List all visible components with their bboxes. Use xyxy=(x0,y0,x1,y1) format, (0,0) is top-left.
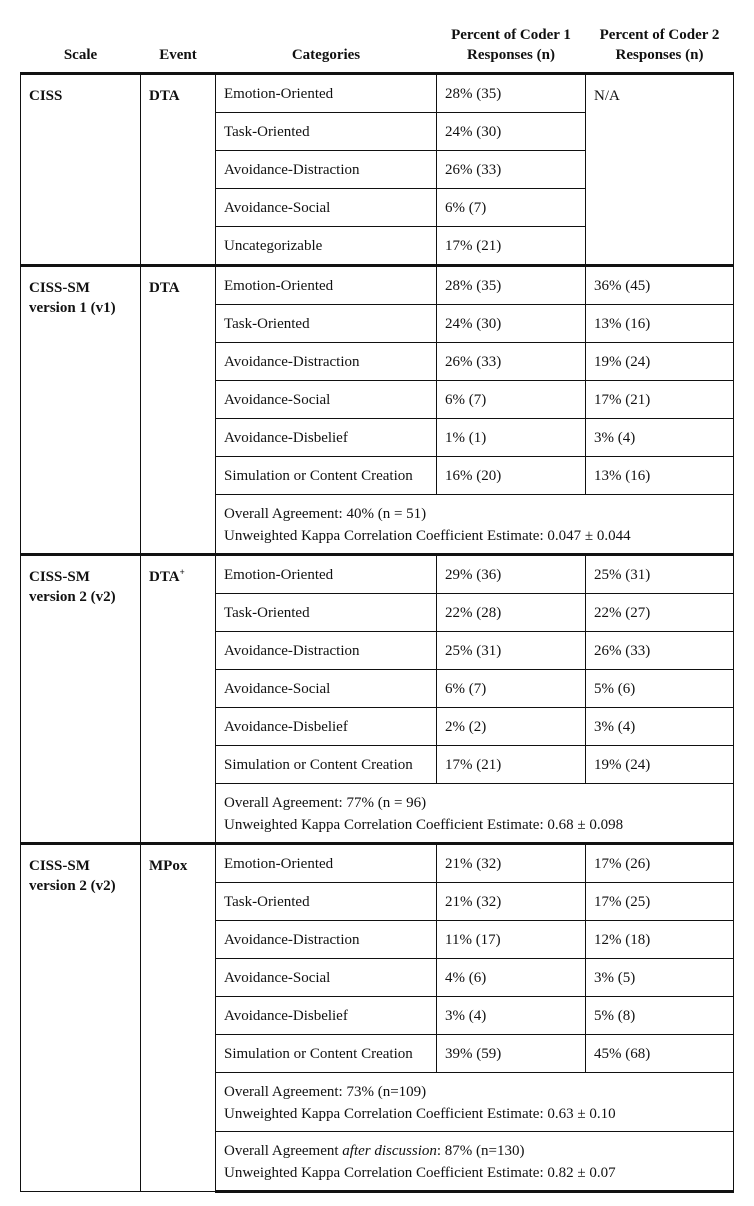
category-cell: Avoidance-Disbelief xyxy=(216,708,437,746)
event-cell: DTA xyxy=(141,74,216,266)
category-cell: Avoidance-Disbelief xyxy=(216,997,437,1035)
coder2-cell: 3% (4) xyxy=(586,708,734,746)
coder2-cell: 5% (6) xyxy=(586,670,734,708)
agreement-cell xyxy=(216,784,734,844)
category-cell: Simulation or Content Creation xyxy=(216,1035,437,1073)
kappa-estimate-after-discussion: Unweighted Kappa Correlation Coefficient Estimate: 0.82 ± 0.07 xyxy=(224,1165,616,1181)
header-coder1: Percent of Coder 1 Responses (n) xyxy=(437,20,586,74)
category-cell: Emotion-Oriented xyxy=(216,555,437,594)
category-cell: Avoidance-Distraction xyxy=(216,921,437,959)
category-cell: Task-Oriented xyxy=(216,594,437,632)
coder1-cell: 24% (30) xyxy=(437,305,586,343)
category-cell: Avoidance-Distraction xyxy=(216,632,437,670)
overall-agreement-after-discussion: Overall Agreement after discussion: 87% (n=130) xyxy=(224,1143,525,1159)
agreement-cell xyxy=(216,1073,734,1132)
coding-agreement-table xyxy=(20,20,734,1193)
coder1-cell: 26% (33) xyxy=(437,343,586,381)
category-cell: Avoidance-Social xyxy=(216,381,437,419)
coder1-cell: 22% (28) xyxy=(437,594,586,632)
event-cell: DTA xyxy=(141,266,216,555)
header-scale: Scale xyxy=(21,20,141,74)
coder2-cell: 22% (27) xyxy=(586,594,734,632)
coder2-cell: 3% (4) xyxy=(586,419,734,457)
coder2-cell: 13% (16) xyxy=(586,457,734,495)
kappa-estimate: Unweighted Kappa Correlation Coefficient Estimate: 0.63 ± 0.10 xyxy=(224,1106,616,1122)
category-cell: Emotion-Oriented xyxy=(216,74,437,113)
coder2-cell: 12% (18) xyxy=(586,921,734,959)
coder2-cell: 26% (33) xyxy=(586,632,734,670)
coder1-cell: 6% (7) xyxy=(437,670,586,708)
kappa-estimate: Unweighted Kappa Correlation Coefficient Estimate: 0.68 ± 0.098 xyxy=(224,817,624,833)
overall-agreement: Overall Agreement: 77% (n = 96) xyxy=(224,795,427,811)
header-categories: Categories xyxy=(216,20,437,74)
category-cell: Simulation or Content Creation xyxy=(216,746,437,784)
category-cell: Task-Oriented xyxy=(216,883,437,921)
header-row xyxy=(21,20,734,74)
agreement-cell xyxy=(216,495,734,555)
coder2-cell: 17% (25) xyxy=(586,883,734,921)
header-coder2: Percent of Coder 2 Responses (n) xyxy=(586,20,734,74)
category-cell: Avoidance-Social xyxy=(216,189,437,227)
table-row xyxy=(21,74,734,113)
category-cell: Avoidance-Disbelief xyxy=(216,419,437,457)
coder2-cell: 19% (24) xyxy=(586,746,734,784)
category-cell: Avoidance-Distraction xyxy=(216,151,437,189)
category-cell: Emotion-Oriented xyxy=(216,844,437,883)
agreement-after-discussion-cell xyxy=(216,1132,734,1192)
coder2-cell: N/A xyxy=(586,74,734,266)
coder2-cell: 17% (26) xyxy=(586,844,734,883)
kappa-estimate: Unweighted Kappa Correlation Coefficient Estimate: 0.047 ± 0.044 xyxy=(224,528,631,544)
coder1-cell: 17% (21) xyxy=(437,746,586,784)
coder1-cell: 16% (20) xyxy=(437,457,586,495)
event-cell: DTA+ xyxy=(141,555,216,844)
superscript-plus: + xyxy=(179,567,185,577)
category-cell: Emotion-Oriented xyxy=(216,266,437,305)
header-event: Event xyxy=(141,20,216,74)
coder2-cell: 45% (68) xyxy=(586,1035,734,1073)
coder1-cell: 21% (32) xyxy=(437,883,586,921)
coder1-cell: 3% (4) xyxy=(437,997,586,1035)
event-cell: MPox xyxy=(141,844,216,1192)
category-cell: Uncategorizable xyxy=(216,227,437,266)
coder1-cell: 21% (32) xyxy=(437,844,586,883)
coder1-cell: 28% (35) xyxy=(437,266,586,305)
scale-cell: CISS-SM version 2 (v2) xyxy=(21,844,141,1192)
scale-cell: CISS-SM version 1 (v1) xyxy=(21,266,141,555)
coder2-cell: 19% (24) xyxy=(586,343,734,381)
coder2-cell: 25% (31) xyxy=(586,555,734,594)
coder1-cell: 2% (2) xyxy=(437,708,586,746)
overall-agreement: Overall Agreement: 40% (n = 51) xyxy=(224,506,427,522)
coder1-cell: 4% (6) xyxy=(437,959,586,997)
coder1-cell: 11% (17) xyxy=(437,921,586,959)
coder2-cell: 13% (16) xyxy=(586,305,734,343)
coder2-cell: 36% (45) xyxy=(586,266,734,305)
category-cell: Avoidance-Distraction xyxy=(216,343,437,381)
coder2-cell: 3% (5) xyxy=(586,959,734,997)
category-cell: Avoidance-Social xyxy=(216,959,437,997)
category-cell: Task-Oriented xyxy=(216,113,437,151)
overall-agreement: Overall Agreement: 73% (n=109) xyxy=(224,1084,427,1100)
category-cell: Avoidance-Social xyxy=(216,670,437,708)
category-cell: Simulation or Content Creation xyxy=(216,457,437,495)
table-row xyxy=(21,844,734,883)
category-cell: Task-Oriented xyxy=(216,305,437,343)
scale-cell: CISS-SM version 2 (v2) xyxy=(21,555,141,844)
coder2-cell: 17% (21) xyxy=(586,381,734,419)
coder1-cell: 29% (36) xyxy=(437,555,586,594)
coder1-cell: 6% (7) xyxy=(437,189,586,227)
coder1-cell: 1% (1) xyxy=(437,419,586,457)
coder1-cell: 28% (35) xyxy=(437,74,586,113)
coder2-cell: 5% (8) xyxy=(586,997,734,1035)
coder1-cell: 6% (7) xyxy=(437,381,586,419)
table-row xyxy=(21,266,734,305)
coder1-cell: 26% (33) xyxy=(437,151,586,189)
table-row xyxy=(21,555,734,594)
coder1-cell: 17% (21) xyxy=(437,227,586,266)
coder1-cell: 25% (31) xyxy=(437,632,586,670)
coder1-cell: 39% (59) xyxy=(437,1035,586,1073)
scale-cell: CISS xyxy=(21,74,141,266)
coder1-cell: 24% (30) xyxy=(437,113,586,151)
